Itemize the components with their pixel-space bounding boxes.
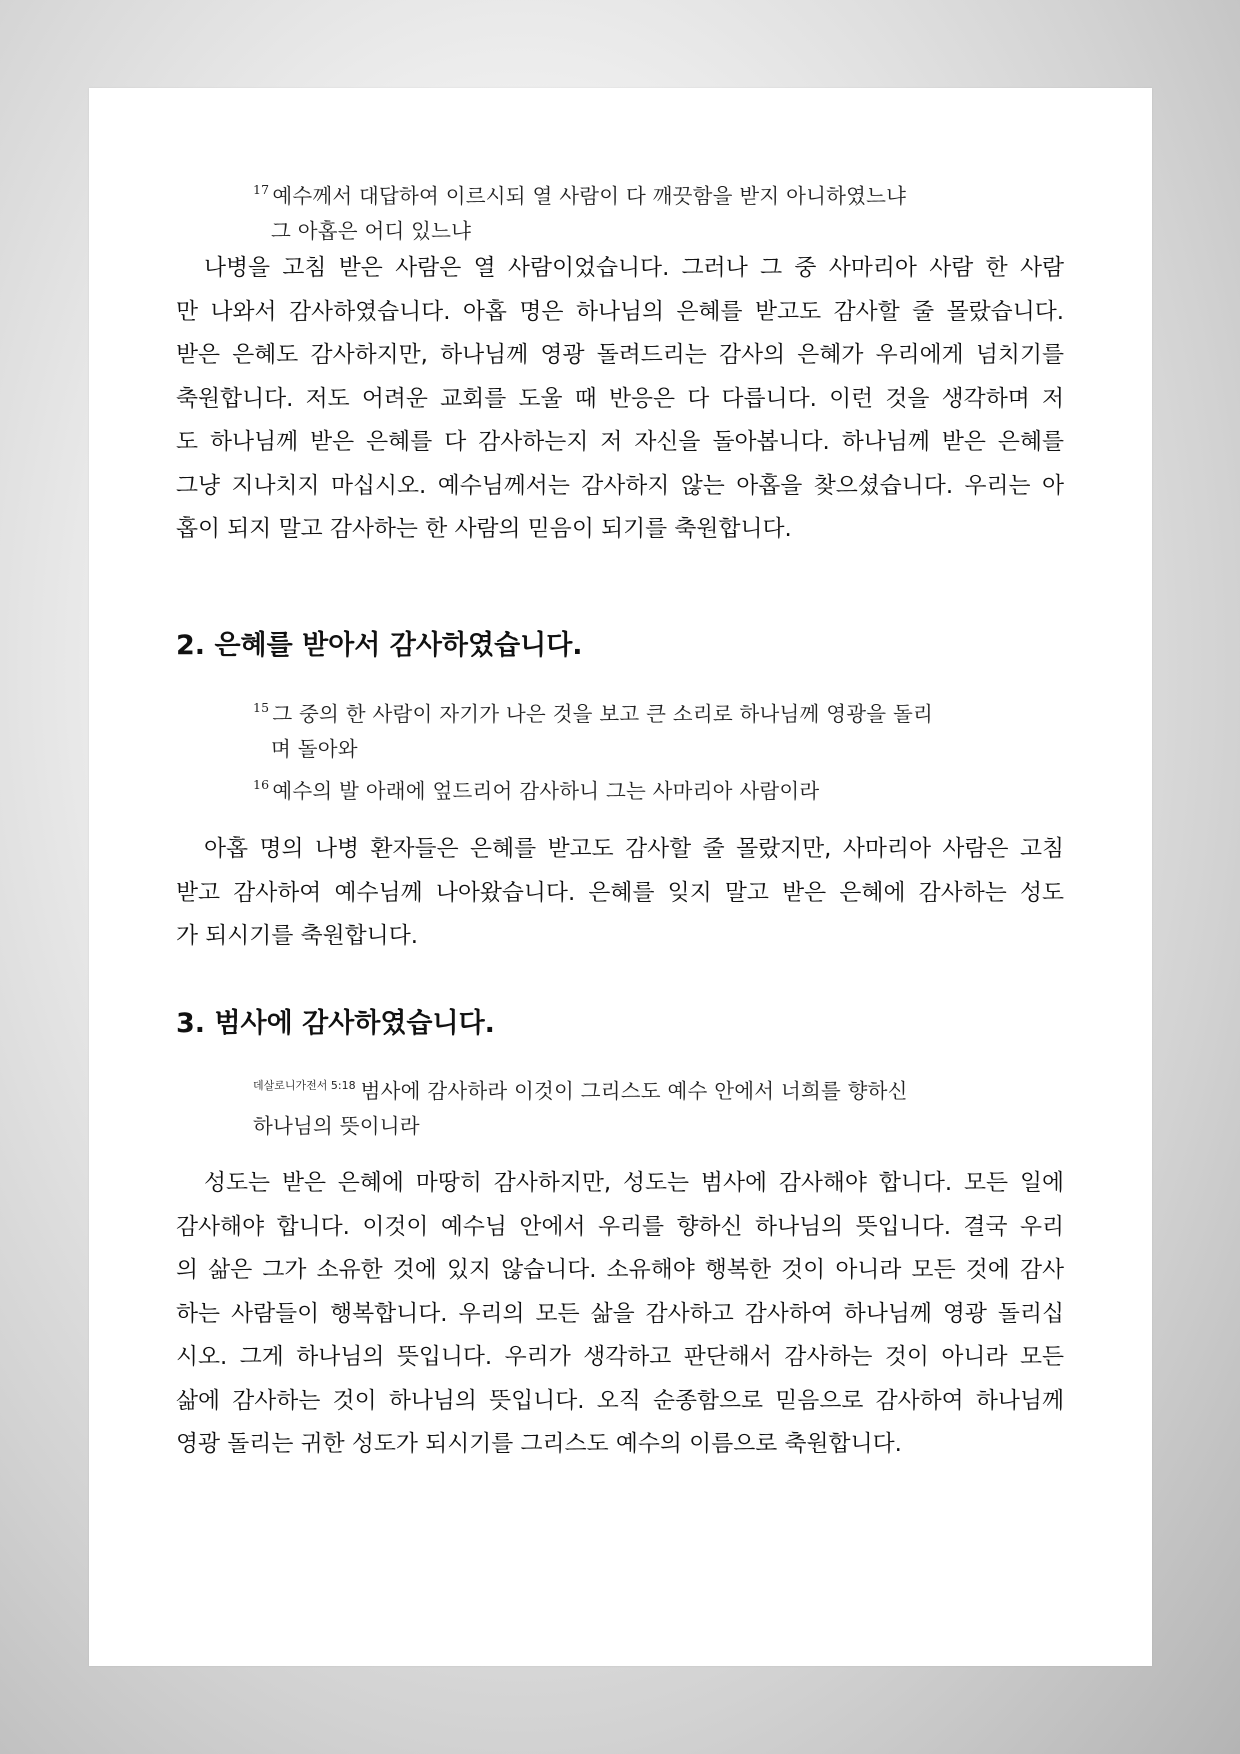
verse-number: 17	[253, 182, 270, 197]
paragraph-line: 시오. 그게 하나님의 뜻입니다. 우리가 생각하고 판단해서 감사하는 것이 아니라 모든	[176, 1344, 1064, 1370]
document-page	[89, 88, 1152, 1666]
paragraph-line: 홉이 되지 말고 감사하는 한 사람의 믿음이 되기를 축원합니다.	[176, 516, 792, 542]
paragraph-line: 가 되시기를 축원합니다.	[176, 923, 418, 949]
paragraph-line: 받은 은혜도 감사하지만, 하나님께 영광 돌려드리는 감사의 은혜가 우리에게 넘치기를	[176, 342, 1064, 368]
verse-17	[253, 172, 1093, 214]
paragraph-line: 성도는 받은 은혜에 마땅히 감사하지만, 성도는 범사에 감사해야 합니다. 모든 일에	[204, 1170, 1064, 1196]
body-paragraph-1	[176, 247, 1064, 552]
scripture-quote-15-16	[253, 690, 1093, 809]
paragraph-line: 의 삶은 그가 소유한 것에 있지 않습니다. 소유해야 행복한 것이 아니라 모든 것에 감사	[176, 1257, 1064, 1283]
scripture-quote-17	[253, 172, 1093, 249]
paragraph-line: 감사해야 합니다. 이것이 예수님 안에서 우리를 향하신 하나님의 뜻입니다. 결국 우리	[176, 1213, 1064, 1240]
paragraph-line: 축원합니다. 저도 어려운 교회를 도울 때 반응은 다 다릅니다. 이런 것을 생각하며 저	[176, 385, 1064, 412]
body-paragraph-3	[176, 1162, 1064, 1467]
verse-continuation: 하나님의 뜻이니라	[253, 1114, 420, 1138]
verse-reference: 데살로니가전서 5:18	[253, 1079, 356, 1092]
paragraph-line: 받고 감사하여 예수님께 나아왔습니다. 은혜를 잊지 말고 받은 은혜에 감사하는 성도	[176, 879, 1064, 906]
section-heading-2: 2. 은혜를 받아서 감사하였습니다.	[176, 630, 583, 661]
verse-text: 그 중의 한 사람이 자기가 나은 것을 보고 큰 소리로 하나님께 영광을 돌리	[272, 702, 933, 726]
verse-text: 예수의 발 아래에 엎드리어 감사하니 그는 사마리아 사람이라	[272, 779, 820, 803]
verse-reference-line	[253, 1068, 1093, 1109]
paragraph-line: 만 나와서 감사하였습니다. 아홉 명은 하나님의 은혜를 받고도 감사할 줄 몰랐습니다.	[176, 298, 1064, 325]
paragraph-line: 그냥 지나치지 마십시오. 예수님께서는 감사하지 않는 아홉을 찾으셨습니다. 우리는 아	[176, 472, 1064, 499]
scripture-quote-thessalonians	[253, 1068, 1093, 1144]
verse-number: 16	[253, 777, 270, 792]
paragraph-line: 아홉 명의 나병 환자들은 은혜를 받고도 감사할 줄 몰랐지만, 사마리아 사람은 고침	[204, 836, 1064, 862]
verse-15-continuation: 며 돌아와	[271, 737, 358, 761]
verse-16	[253, 767, 1093, 809]
verse-15	[253, 690, 1093, 732]
section-heading-3: 3. 범사에 감사하였습니다.	[176, 1008, 495, 1039]
paragraph-line: 영광 돌리는 귀한 성도가 되시기를 그리스도 예수의 이름으로 축원합니다.	[176, 1431, 902, 1457]
verse-text: 예수께서 대답하여 이르시되 열 사람이 다 깨끗함을 받지 아니하였느냐	[272, 184, 907, 208]
body-paragraph-2	[176, 828, 1064, 959]
paragraph-line: 삶에 감사하는 것이 하나님의 뜻입니다. 오직 순종함으로 믿음으로 감사하여 하나님께	[176, 1387, 1064, 1414]
verse-number: 15	[253, 700, 270, 715]
verse-text: 범사에 감사하라 이것이 그리스도 예수 안에서 너희를 향하신	[360, 1079, 908, 1103]
paragraph-line: 나병을 고침 받은 사람은 열 사람이었습니다. 그러나 그 중 사마리아 사람 한 사람	[204, 255, 1064, 281]
paragraph-line: 도 하나님께 받은 은혜를 다 감사하는지 저 자신을 돌아봅니다. 하나님께 받은 은혜를	[176, 429, 1064, 455]
paragraph-line: 하는 사람들이 행복합니다. 우리의 모든 삶을 감사하고 감사하여 하나님께 영광 돌리십	[176, 1300, 1064, 1327]
verse-17-continuation: 그 아홉은 어디 있느냐	[271, 219, 472, 243]
